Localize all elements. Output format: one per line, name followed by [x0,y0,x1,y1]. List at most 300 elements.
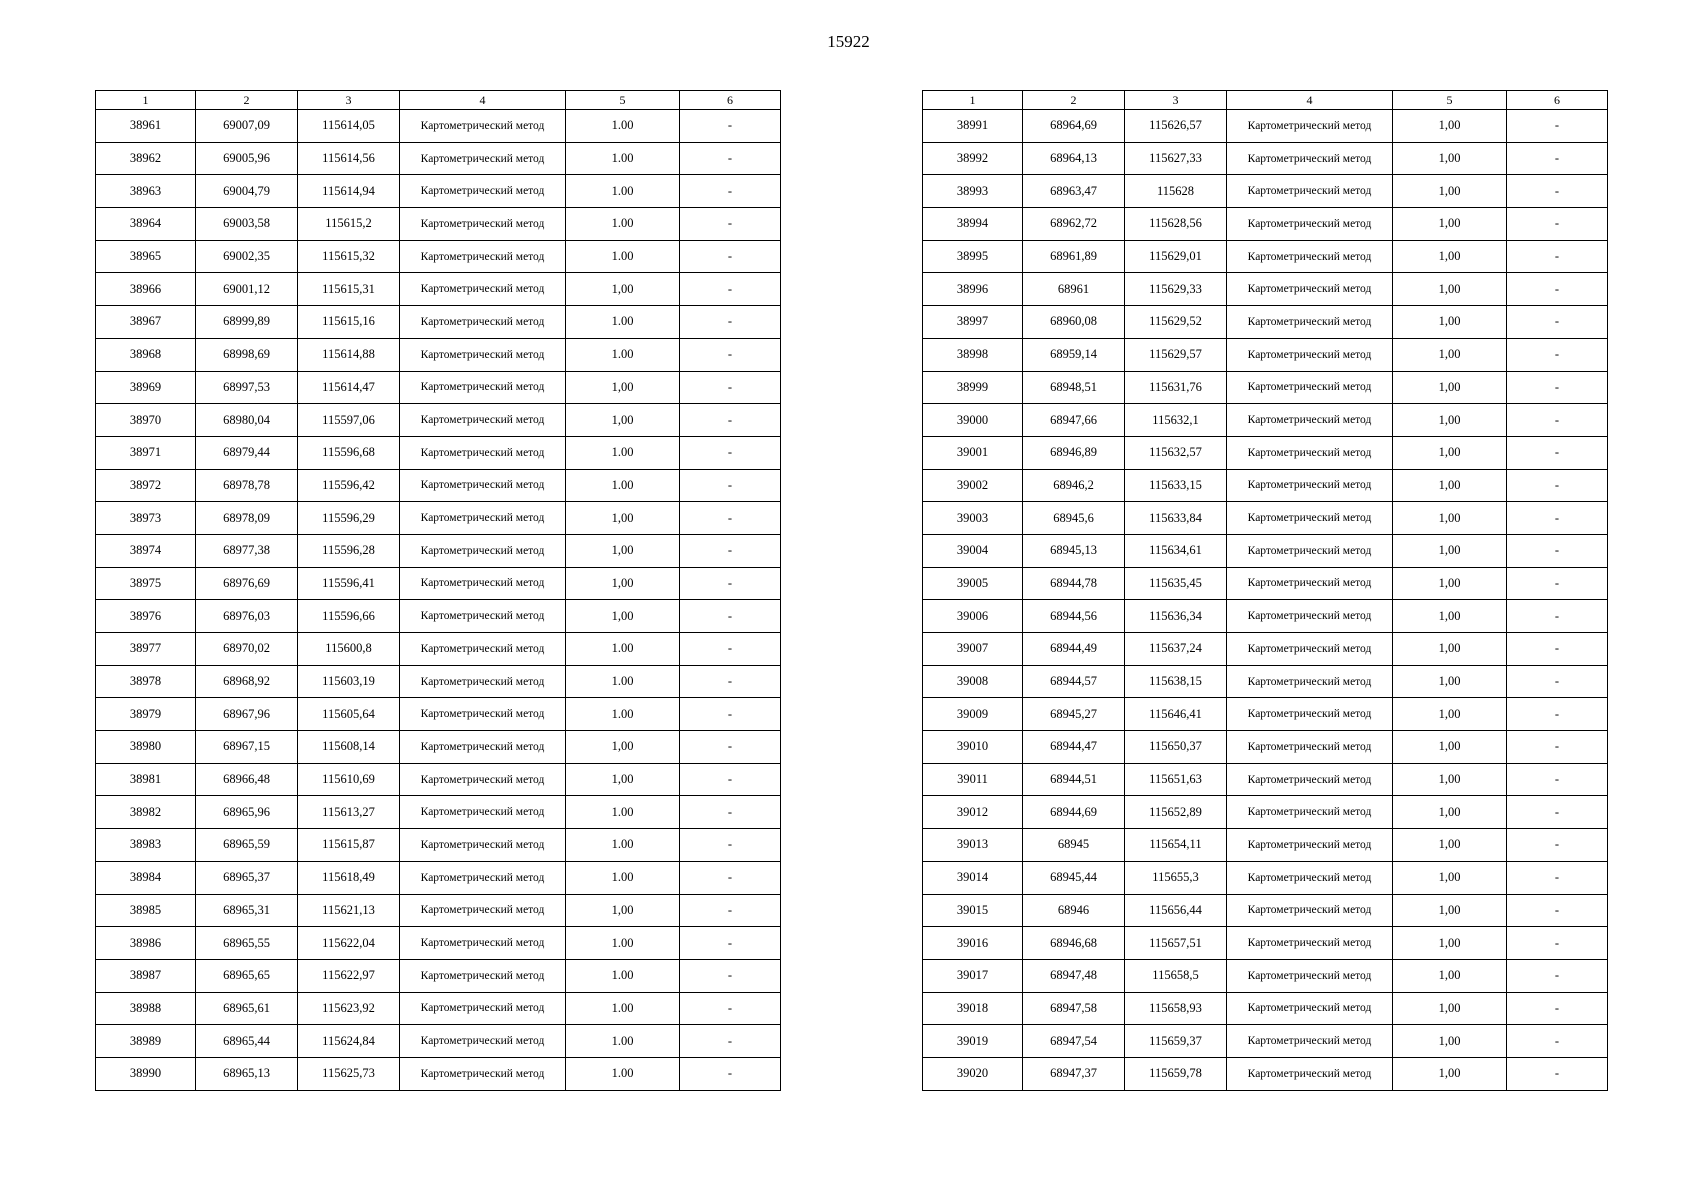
method-cell: Картометрический метод [400,208,566,241]
y-coordinate-cell: 115624,84 [298,1025,400,1058]
description-cell: - [680,436,781,469]
accuracy-cell: 1,00 [1393,208,1507,241]
x-coordinate-cell: 68965,44 [196,1025,298,1058]
accuracy-cell: 1,00 [566,731,680,764]
point-number-cell: 38974 [96,534,196,567]
description-cell: - [1507,306,1608,339]
accuracy-cell: 1.00 [566,992,680,1025]
method-cell: Картометрический метод [1227,110,1393,143]
x-coordinate-cell: 69003,58 [196,208,298,241]
point-number-cell: 38996 [923,273,1023,306]
point-number-cell: 39015 [923,894,1023,927]
y-coordinate-cell: 115650,37 [1125,731,1227,764]
point-number-cell: 38963 [96,175,196,208]
table-header [96,91,781,110]
accuracy-cell: 1,00 [1393,1057,1507,1090]
accuracy-cell: 1.00 [566,469,680,502]
x-coordinate-cell: 68944,47 [1023,731,1125,764]
y-coordinate-cell: 115638,15 [1125,665,1227,698]
table-row [96,436,781,469]
description-cell: - [680,306,781,339]
point-number-cell: 39017 [923,959,1023,992]
table-row [923,469,1608,502]
method-cell: Картометрический метод [1227,600,1393,633]
x-coordinate-cell: 68965,61 [196,992,298,1025]
description-cell: - [680,1057,781,1090]
method-cell: Картометрический метод [400,796,566,829]
y-coordinate-cell: 115596,28 [298,534,400,567]
y-coordinate-cell: 115614,05 [298,110,400,143]
point-number-cell: 39004 [923,534,1023,567]
description-cell: - [1507,1057,1608,1090]
point-number-cell: 39007 [923,633,1023,666]
accuracy-cell: 1,00 [1393,240,1507,273]
point-number-cell: 38993 [923,175,1023,208]
point-number-cell: 39001 [923,436,1023,469]
table-row [923,142,1608,175]
point-number-cell: 38995 [923,240,1023,273]
x-coordinate-cell: 68980,04 [196,404,298,437]
accuracy-cell: 1,00 [1393,665,1507,698]
description-cell: - [1507,959,1608,992]
table-row [923,894,1608,927]
description-cell: - [1507,763,1608,796]
table-row [923,829,1608,862]
column-header: 5 [566,91,680,110]
table-row [96,1025,781,1058]
column-header: 3 [298,91,400,110]
point-number-cell: 38999 [923,371,1023,404]
x-coordinate-cell: 69004,79 [196,175,298,208]
y-coordinate-cell: 115633,84 [1125,502,1227,535]
accuracy-cell: 1.00 [566,959,680,992]
description-cell: - [680,665,781,698]
table-row [96,273,781,306]
point-number-cell: 38967 [96,306,196,339]
description-cell: - [680,992,781,1025]
x-coordinate-cell: 68945 [1023,829,1125,862]
table-row [923,600,1608,633]
column-header: 6 [680,91,781,110]
point-number-cell: 38987 [96,959,196,992]
method-cell: Картометрический метод [1227,665,1393,698]
description-cell: - [1507,600,1608,633]
description-cell: - [680,959,781,992]
y-coordinate-cell: 115615,32 [298,240,400,273]
table-row [96,371,781,404]
point-number-cell: 38980 [96,731,196,764]
table-row [923,959,1608,992]
description-cell: - [680,175,781,208]
accuracy-cell: 1,00 [1393,175,1507,208]
point-number-cell: 38962 [96,142,196,175]
table-row [923,731,1608,764]
description-cell: - [1507,502,1608,535]
y-coordinate-cell: 115652,89 [1125,796,1227,829]
method-cell: Картометрический метод [400,894,566,927]
page-number: 15922 [827,32,870,51]
table-row [923,633,1608,666]
table-row [96,600,781,633]
point-number-cell: 38978 [96,665,196,698]
table-row [923,240,1608,273]
x-coordinate-cell: 68965,96 [196,796,298,829]
y-coordinate-cell: 115629,01 [1125,240,1227,273]
description-cell: - [1507,273,1608,306]
table-row [923,665,1608,698]
description-cell: - [1507,731,1608,764]
column-header: 4 [400,91,566,110]
point-number-cell: 38989 [96,1025,196,1058]
x-coordinate-cell: 68979,44 [196,436,298,469]
method-cell: Картометрический метод [1227,796,1393,829]
method-cell: Картометрический метод [400,861,566,894]
x-coordinate-cell: 68946,68 [1023,927,1125,960]
x-coordinate-cell: 68944,56 [1023,600,1125,633]
description-cell: - [1507,175,1608,208]
table-row [923,110,1608,143]
point-number-cell: 39011 [923,763,1023,796]
description-cell: - [1507,829,1608,862]
y-coordinate-cell: 115659,78 [1125,1057,1227,1090]
method-cell: Картометрический метод [1227,927,1393,960]
x-coordinate-cell: 68962,72 [1023,208,1125,241]
accuracy-cell: 1.00 [566,110,680,143]
method-cell: Картометрический метод [400,567,566,600]
table-row [923,567,1608,600]
description-cell: - [1507,796,1608,829]
description-cell: - [680,796,781,829]
y-coordinate-cell: 115614,56 [298,142,400,175]
point-number-cell: 38971 [96,436,196,469]
method-cell: Картометрический метод [1227,731,1393,764]
y-coordinate-cell: 115596,42 [298,469,400,502]
y-coordinate-cell: 115618,49 [298,861,400,894]
accuracy-cell: 1.00 [566,142,680,175]
point-number-cell: 39009 [923,698,1023,731]
method-cell: Картометрический метод [1227,763,1393,796]
table-row [923,1057,1608,1090]
accuracy-cell: 1.00 [566,175,680,208]
accuracy-cell: 1,00 [1393,861,1507,894]
method-cell: Картометрический метод [400,665,566,698]
y-coordinate-cell: 115615,2 [298,208,400,241]
y-coordinate-cell: 115600,8 [298,633,400,666]
description-cell: - [1507,208,1608,241]
x-coordinate-cell: 68961 [1023,273,1125,306]
method-cell: Картометрический метод [1227,1057,1393,1090]
description-cell: - [1507,338,1608,371]
y-coordinate-cell: 115637,24 [1125,633,1227,666]
table-row [923,992,1608,1025]
description-cell: - [1507,240,1608,273]
x-coordinate-cell: 68965,37 [196,861,298,894]
y-coordinate-cell: 115632,1 [1125,404,1227,437]
description-cell: - [680,731,781,764]
method-cell: Картометрический метод [400,534,566,567]
method-cell: Картометрический метод [400,1025,566,1058]
table-row [96,731,781,764]
y-coordinate-cell: 115659,37 [1125,1025,1227,1058]
description-cell: - [1507,436,1608,469]
accuracy-cell: 1,00 [566,600,680,633]
table-row [923,273,1608,306]
y-coordinate-cell: 115636,34 [1125,600,1227,633]
accuracy-cell: 1,00 [1393,959,1507,992]
x-coordinate-cell: 69007,09 [196,110,298,143]
method-cell: Картометрический метод [1227,371,1393,404]
method-cell: Картометрический метод [400,763,566,796]
accuracy-cell: 1.00 [566,633,680,666]
x-coordinate-cell: 68999,89 [196,306,298,339]
x-coordinate-cell: 68946,2 [1023,469,1125,502]
method-cell: Картометрический метод [400,502,566,535]
method-cell: Картометрический метод [1227,273,1393,306]
accuracy-cell: 1.00 [566,208,680,241]
point-number-cell: 38968 [96,338,196,371]
point-number-cell: 38990 [96,1057,196,1090]
table-body [923,110,1608,1091]
table-row [923,175,1608,208]
coordinates-table-left [95,90,781,1091]
method-cell: Картометрический метод [400,959,566,992]
method-cell: Картометрический метод [400,927,566,960]
accuracy-cell: 1.00 [566,861,680,894]
description-cell: - [680,861,781,894]
accuracy-cell: 1.00 [566,436,680,469]
x-coordinate-cell: 68944,78 [1023,567,1125,600]
point-number-cell: 38973 [96,502,196,535]
table-row [96,404,781,437]
y-coordinate-cell: 115628 [1125,175,1227,208]
accuracy-cell: 1,00 [1393,436,1507,469]
point-number-cell: 39020 [923,1057,1023,1090]
x-coordinate-cell: 68947,66 [1023,404,1125,437]
method-cell: Картометрический метод [400,731,566,764]
y-coordinate-cell: 115596,41 [298,567,400,600]
x-coordinate-cell: 68964,69 [1023,110,1125,143]
table-row [96,567,781,600]
description-cell: - [680,698,781,731]
table-header [923,91,1608,110]
point-number-cell: 38984 [96,861,196,894]
table-row [923,502,1608,535]
point-number-cell: 39008 [923,665,1023,698]
column-header: 3 [1125,91,1227,110]
table-row [96,142,781,175]
accuracy-cell: 1,00 [566,404,680,437]
x-coordinate-cell: 68947,48 [1023,959,1125,992]
description-cell: - [1507,469,1608,502]
method-cell: Картометрический метод [400,142,566,175]
x-coordinate-cell: 69002,35 [196,240,298,273]
accuracy-cell: 1,00 [1393,763,1507,796]
method-cell: Картометрический метод [1227,894,1393,927]
point-number-cell: 39003 [923,502,1023,535]
y-coordinate-cell: 115626,57 [1125,110,1227,143]
y-coordinate-cell: 115658,5 [1125,959,1227,992]
x-coordinate-cell: 68944,69 [1023,796,1125,829]
y-coordinate-cell: 115615,16 [298,306,400,339]
y-coordinate-cell: 115608,14 [298,731,400,764]
point-number-cell: 38985 [96,894,196,927]
method-cell: Картометрический метод [1227,240,1393,273]
method-cell: Картометрический метод [400,404,566,437]
accuracy-cell: 1.00 [566,1025,680,1058]
point-number-cell: 39006 [923,600,1023,633]
point-number-cell: 38970 [96,404,196,437]
x-coordinate-cell: 68967,96 [196,698,298,731]
description-cell: - [1507,992,1608,1025]
method-cell: Картометрический метод [1227,992,1393,1025]
point-number-cell: 38982 [96,796,196,829]
method-cell: Картометрический метод [400,371,566,404]
table-row [96,894,781,927]
accuracy-cell: 1,00 [1393,338,1507,371]
column-header: 1 [923,91,1023,110]
column-header: 5 [1393,91,1507,110]
table-row [96,175,781,208]
x-coordinate-cell: 69001,12 [196,273,298,306]
y-coordinate-cell: 115646,41 [1125,698,1227,731]
x-coordinate-cell: 68947,37 [1023,1057,1125,1090]
y-coordinate-cell: 115614,88 [298,338,400,371]
y-coordinate-cell: 115657,51 [1125,927,1227,960]
y-coordinate-cell: 115655,3 [1125,861,1227,894]
accuracy-cell: 1,00 [1393,110,1507,143]
x-coordinate-cell: 68966,48 [196,763,298,796]
accuracy-cell: 1,00 [1393,306,1507,339]
table-row [923,1025,1608,1058]
y-coordinate-cell: 115632,57 [1125,436,1227,469]
accuracy-cell: 1,00 [1393,633,1507,666]
y-coordinate-cell: 115623,92 [298,992,400,1025]
description-cell: - [680,469,781,502]
accuracy-cell: 1,00 [566,273,680,306]
accuracy-cell: 1,00 [566,763,680,796]
point-number-cell: 38972 [96,469,196,502]
x-coordinate-cell: 68946 [1023,894,1125,927]
method-cell: Картометрический метод [400,698,566,731]
y-coordinate-cell: 115596,29 [298,502,400,535]
method-cell: Картометрический метод [400,1057,566,1090]
method-cell: Картометрический метод [1227,861,1393,894]
accuracy-cell: 1,00 [1393,731,1507,764]
table-row [96,796,781,829]
description-cell: - [1507,861,1608,894]
y-coordinate-cell: 115596,68 [298,436,400,469]
accuracy-cell: 1,00 [1393,469,1507,502]
header-row [96,91,781,110]
description-cell: - [680,1025,781,1058]
accuracy-cell: 1,00 [1393,698,1507,731]
x-coordinate-cell: 68944,57 [1023,665,1125,698]
method-cell: Картометрический метод [400,829,566,862]
x-coordinate-cell: 68960,08 [1023,306,1125,339]
x-coordinate-cell: 68945,44 [1023,861,1125,894]
point-number-cell: 39016 [923,927,1023,960]
accuracy-cell: 1.00 [566,698,680,731]
method-cell: Картометрический метод [1227,436,1393,469]
point-number-cell: 39010 [923,731,1023,764]
accuracy-cell: 1.00 [566,306,680,339]
point-number-cell: 38983 [96,829,196,862]
point-number-cell: 38969 [96,371,196,404]
y-coordinate-cell: 115629,52 [1125,306,1227,339]
y-coordinate-cell: 115633,15 [1125,469,1227,502]
point-number-cell: 38994 [923,208,1023,241]
description-cell: - [680,502,781,535]
method-cell: Картометрический метод [1227,142,1393,175]
table-row [923,861,1608,894]
table-row [923,927,1608,960]
method-cell: Картометрический метод [1227,469,1393,502]
method-cell: Картометрический метод [400,436,566,469]
table-row [96,1057,781,1090]
table-body [96,110,781,1091]
x-coordinate-cell: 68944,49 [1023,633,1125,666]
method-cell: Картометрический метод [400,240,566,273]
table-row [923,436,1608,469]
x-coordinate-cell: 68965,31 [196,894,298,927]
description-cell: - [680,110,781,143]
description-cell: - [680,600,781,633]
y-coordinate-cell: 115627,33 [1125,142,1227,175]
point-number-cell: 39002 [923,469,1023,502]
x-coordinate-cell: 68967,15 [196,731,298,764]
x-coordinate-cell: 68976,69 [196,567,298,600]
table-row [96,110,781,143]
column-header: 1 [96,91,196,110]
description-cell: - [680,240,781,273]
y-coordinate-cell: 115622,04 [298,927,400,960]
accuracy-cell: 1,00 [1393,894,1507,927]
x-coordinate-cell: 68978,78 [196,469,298,502]
accuracy-cell: 1,00 [1393,992,1507,1025]
column-header: 2 [196,91,298,110]
x-coordinate-cell: 68944,51 [1023,763,1125,796]
method-cell: Картометрический метод [1227,175,1393,208]
point-number-cell: 38966 [96,273,196,306]
y-coordinate-cell: 115631,76 [1125,371,1227,404]
coordinates-table-right [922,90,1608,1091]
x-coordinate-cell: 68961,89 [1023,240,1125,273]
method-cell: Картометрический метод [1227,567,1393,600]
point-number-cell: 38965 [96,240,196,273]
description-cell: - [680,338,781,371]
method-cell: Картометрический метод [1227,404,1393,437]
point-number-cell: 39012 [923,796,1023,829]
y-coordinate-cell: 115610,69 [298,763,400,796]
x-coordinate-cell: 68948,51 [1023,371,1125,404]
accuracy-cell: 1,00 [1393,1025,1507,1058]
table-row [96,633,781,666]
description-cell: - [680,404,781,437]
point-number-cell: 39018 [923,992,1023,1025]
description-cell: - [1507,404,1608,437]
description-cell: - [1507,110,1608,143]
method-cell: Картометрический метод [400,175,566,208]
x-coordinate-cell: 69005,96 [196,142,298,175]
x-coordinate-cell: 68970,02 [196,633,298,666]
header-row [923,91,1608,110]
method-cell: Картометрический метод [400,600,566,633]
description-cell: - [680,763,781,796]
accuracy-cell: 1,00 [566,567,680,600]
point-number-cell: 38992 [923,142,1023,175]
x-coordinate-cell: 68997,53 [196,371,298,404]
method-cell: Картометрический метод [1227,208,1393,241]
